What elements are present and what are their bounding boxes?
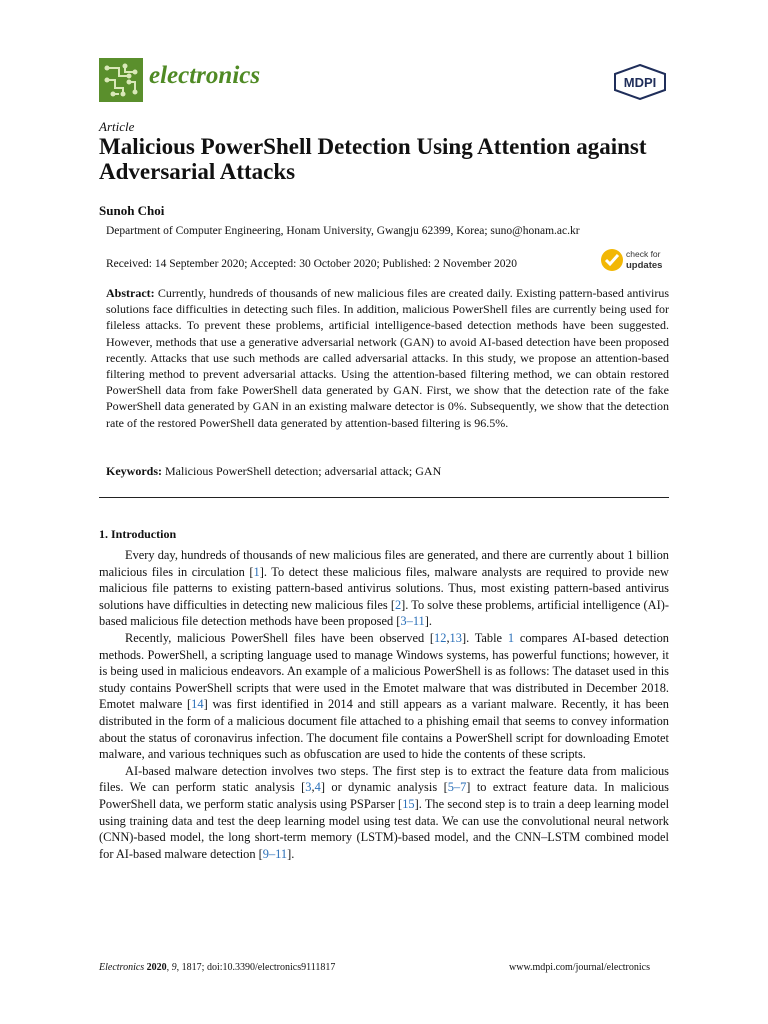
citation-link[interactable]: 14: [191, 697, 204, 712]
journal-name: electronics: [149, 62, 261, 89]
section-heading: 1. Introduction: [99, 527, 177, 541]
abstract-label: Abstract:: [106, 286, 155, 300]
mdpi-text: MDPI: [623, 75, 657, 90]
check-for-updates-icon: [600, 246, 672, 274]
keywords: [106, 464, 669, 479]
citation-link[interactable]: 15: [402, 796, 415, 811]
journal-logo: [99, 58, 143, 102]
check-for-updates-badge[interactable]: [600, 246, 672, 274]
keywords-label: Keywords:: [106, 464, 162, 478]
paragraph-1: Every day, hundreds of thousands of new malicious files are generated, and there are currently about 1 billion malicious files in circulation [1]. To detect these malicious files, malware analysts are required to provide new malicious file patterns to existing pattern-based antivirus solutions. Thus, most existing pattern-based antivirus solutions have difficulties in detecting new malicious files [2]. To solve these problems, artificial intelligence (AI)-based malicious file detection methods have been proposed [3–11].: [99, 548, 669, 629]
section-body: [99, 547, 669, 862]
citation-link[interactable]: 2: [394, 597, 402, 612]
journal-url[interactable]: www.mdpi.com/journal/electronics: [509, 962, 650, 973]
author-name: Sunoh Choi: [99, 203, 165, 218]
mdpi-logo-icon: [612, 64, 668, 100]
citation-link[interactable]: 12: [434, 630, 447, 645]
paragraph-3: AI-based malware detection involves two steps. The first step is to extract the feature data from malicious files. We can perform static analysis [3,4] or dynamic analysis [5–7] to extract feature data. In malicious PowerShell data, we perform static analysis using PSParser [15]. The second step is to train a deep learning model using training data and test the deep learning model using test data. We can use the convolutional neural network (CNN)-based model, the long short-term memory (LSTM)-based model, and the CNN–LSTM combined model for AI-based malware detection [9–11].: [99, 763, 670, 861]
check-for-text: check for: [626, 249, 661, 259]
citation-footer: Electronics 2020, 9, 1817; doi:10.3390/electronics9111817: [99, 962, 336, 973]
publication-dates: Received: 14 September 2020; Accepted: 30 October 2020; Published: 2 November 2020: [106, 258, 518, 270]
citation-link[interactable]: 5–7: [447, 780, 467, 795]
citation-link[interactable]: 1: [253, 564, 260, 579]
citation-link[interactable]: 3–11: [400, 614, 425, 629]
abstract: [106, 285, 669, 431]
citation-link[interactable]: 9–11: [262, 846, 288, 861]
paragraph-2: Recently, malicious PowerShell files have been observed [12,13]. Table 1 compares AI-based detection methods. PowerShell, a scripting language used to manage Windows systems, has powerful functions; however, it is being used in malicious endeavors. An example of a malicious PowerShell is as follows: The dataset used in this study contains PowerShell scripts that were used in the Emotet malware that was distributed in December 2018. Emotet malware [14] was first identified in 2014 and still appears as a variant malware. Recently, it has been distributed in the form of a malicious document file attached to a phishing email that seems to convey information about the status of coronavirus infection. The document file contains a PowerShell script for downloading Emotet malware, and various techniques such as obfuscation are used to hide the contents of these scripts.: [99, 630, 670, 762]
affiliation: Department of Computer Engineering, Honam University, Gwangju 62399, Korea; suno@honam.ac.kr: [106, 225, 580, 237]
circuit-logo-icon: [99, 58, 143, 102]
citation-link[interactable]: 3: [305, 780, 312, 795]
citation-link[interactable]: 4: [314, 780, 321, 795]
paper-title: Malicious PowerShell Detection Using Attention against Adversarial Attacks: [99, 134, 647, 184]
keywords-text: Malicious PowerShell detection; adversarial attack; GAN: [165, 464, 442, 478]
divider: [99, 497, 669, 498]
updates-text: updates: [626, 260, 663, 271]
table-link[interactable]: 1: [507, 630, 515, 645]
mdpi-logo: [612, 64, 668, 100]
abstract-text: Currently, hundreds of thousands of new malicious files are created daily. Existing pattern-based antivirus solutions face difficulties in detecting such files. In addition, malicious PowerShell files are currently being used for fileless attacks. To prevent these problems, artificial intelligence-based detection methods have been suggested. However, methods that use a generative adversarial network (GAN) to avoid AI-based detection have been proposed recently. Attacks that use such methods are called adversarial attacks. In this study, we propose an attention-based filtering method to prevent adversarial attacks. Using the attention-based filtering method, we can obtain restored PowerShell data from fake PowerShell data generated by GAN. First, we show that the detection rate of the fake PowerShell data generated by GAN in an existing malware detector is 0%. Subsequently, we show that the detection rate of the restored PowerShell data generated by attention-based filtering is 96.5%.: [106, 286, 670, 430]
citation-link[interactable]: 13: [449, 630, 462, 645]
article-type: Article: [99, 119, 135, 134]
